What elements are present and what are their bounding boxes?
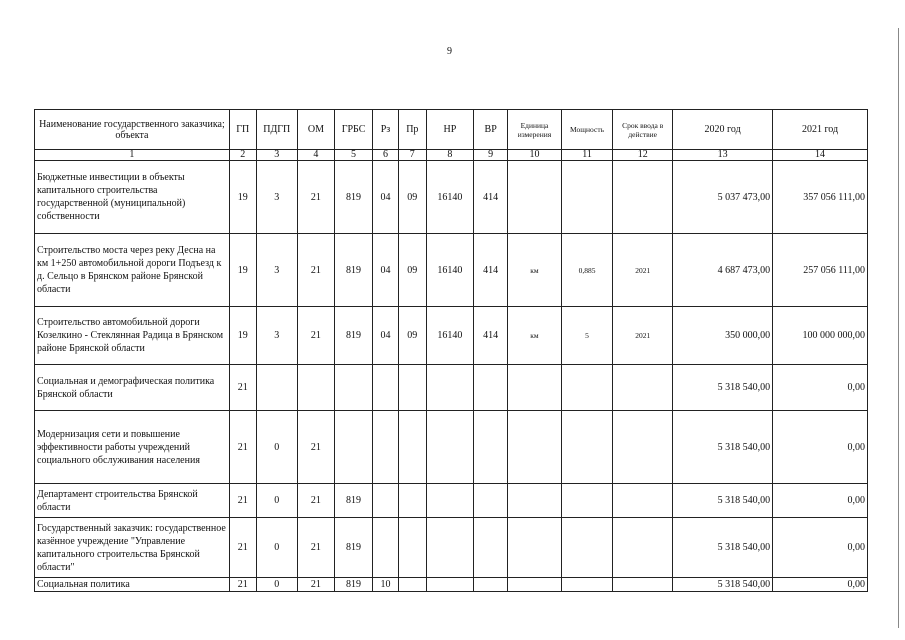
unit-cell [508,518,562,578]
column-number: 4 [297,150,334,161]
column-number: 10 [508,150,562,161]
gp-cell: 21 [229,484,256,518]
capacity-cell [561,578,613,592]
vr-cell [474,411,508,484]
object-name: Строительство автомобильной дороги Козелкино - Стеклянная Радица в Брянском районе Брянской области [35,307,230,365]
object-name: Социальная и демографическая политика Брянской области [35,365,230,411]
amount-2020-cell: 4 687 473,00 [673,234,773,307]
nr-cell: 16140 [426,161,473,234]
amount-2021-cell: 0,00 [773,411,868,484]
unit-cell [508,484,562,518]
om-cell: 21 [297,161,334,234]
gp-cell: 19 [229,161,256,234]
pdgp-cell: 3 [256,307,297,365]
commission-date-cell [613,518,673,578]
header-unit: Единица измерения [508,110,562,150]
amount-2021-cell: 0,00 [773,578,868,592]
grbs-cell [334,411,372,484]
om-cell: 21 [297,578,334,592]
nr-cell [426,578,473,592]
grbs-cell [334,365,372,411]
om-cell: 21 [297,307,334,365]
unit-cell [508,578,562,592]
commission-date-cell [613,411,673,484]
header-vr: ВР [474,110,508,150]
capacity-cell [561,518,613,578]
page-number: 9 [447,46,452,57]
om-cell: 21 [297,234,334,307]
pdgp-cell: 3 [256,161,297,234]
rz-cell [373,411,399,484]
header-2021: 2021 год [773,110,868,150]
om-cell: 21 [297,518,334,578]
object-name: Государственный заказчик: государственное казённое учреждение "Управление капитального строительства Брянской области" [35,518,230,578]
capacity-cell [561,161,613,234]
grbs-cell: 819 [334,161,372,234]
unit-cell [508,161,562,234]
pr-cell [398,365,426,411]
amount-2020-cell: 350 000,00 [673,307,773,365]
om-cell [297,365,334,411]
table-row [35,578,868,592]
pr-cell [398,411,426,484]
amount-2020-cell: 5 318 540,00 [673,365,773,411]
gp-cell: 21 [229,518,256,578]
pr-cell: 09 [398,161,426,234]
unit-cell: км [508,234,562,307]
nr-cell: 16140 [426,234,473,307]
column-number: 5 [334,150,372,161]
column-number: 13 [673,150,773,161]
column-number: 8 [426,150,473,161]
column-number: 7 [398,150,426,161]
grbs-cell: 819 [334,307,372,365]
pr-cell [398,484,426,518]
amount-2020-cell: 5 318 540,00 [673,518,773,578]
pdgp-cell: 3 [256,234,297,307]
om-cell: 21 [297,484,334,518]
header-gp: ГП [229,110,256,150]
amount-2020-cell: 5 037 473,00 [673,161,773,234]
column-number: 12 [613,150,673,161]
object-name: Социальная политика [35,578,230,592]
column-number: 2 [229,150,256,161]
vr-cell: 414 [474,307,508,365]
header-2020: 2020 год [673,110,773,150]
unit-cell [508,365,562,411]
object-name: Строительство моста через реку Десна на км 1+250 автомобильной дороги Подъезд к д. Сельцо в Брянском районе Брянской области [35,234,230,307]
gp-cell: 21 [229,411,256,484]
commission-date-cell [613,365,673,411]
header-pdgp: ПДГП [256,110,297,150]
table-row [35,365,868,411]
om-cell: 21 [297,411,334,484]
nr-cell [426,365,473,411]
nr-cell [426,411,473,484]
pdgp-cell [256,365,297,411]
vr-cell: 414 [474,234,508,307]
amount-2021-cell: 357 056 111,00 [773,161,868,234]
column-number-row [35,150,868,161]
capacity-cell [561,365,613,411]
pdgp-cell: 0 [256,484,297,518]
rz-cell: 04 [373,161,399,234]
table-row [35,518,868,578]
table-row [35,484,868,518]
table-row [35,234,868,307]
commission-date-cell [613,161,673,234]
table-row [35,411,868,484]
object-name: Департамент строительства Брянской области [35,484,230,518]
amount-2021-cell: 0,00 [773,365,868,411]
column-number: 3 [256,150,297,161]
gp-cell: 19 [229,307,256,365]
pdgp-cell: 0 [256,578,297,592]
pdgp-cell: 0 [256,518,297,578]
commission-date-cell [613,484,673,518]
pr-cell [398,578,426,592]
pdgp-cell: 0 [256,411,297,484]
capacity-cell [561,484,613,518]
vr-cell [474,365,508,411]
rz-cell [373,484,399,518]
amount-2020-cell: 5 318 540,00 [673,484,773,518]
budget-table [34,109,868,592]
rz-cell: 10 [373,578,399,592]
vr-cell [474,518,508,578]
vr-cell: 414 [474,161,508,234]
header-om: ОМ [297,110,334,150]
amount-2021-cell: 0,00 [773,484,868,518]
column-number: 9 [474,150,508,161]
unit-cell [508,411,562,484]
vr-cell [474,578,508,592]
column-number: 6 [373,150,399,161]
unit-cell: км [508,307,562,365]
header-commission-date: Срок ввода в действие [613,110,673,150]
object-name: Модернизация сети и повышение эффективности работы учреждений социального обслуживания населения [35,411,230,484]
header-rz: Рз [373,110,399,150]
table-row [35,161,868,234]
scan-edge-line [898,28,899,628]
commission-date-cell [613,578,673,592]
table-row [35,307,868,365]
header-pr: Пр [398,110,426,150]
grbs-cell: 819 [334,518,372,578]
grbs-cell: 819 [334,484,372,518]
header-grbs: ГРБС [334,110,372,150]
nr-cell [426,484,473,518]
pr-cell: 09 [398,307,426,365]
gp-cell: 21 [229,578,256,592]
grbs-cell: 819 [334,234,372,307]
column-number: 11 [561,150,613,161]
grbs-cell: 819 [334,578,372,592]
amount-2021-cell: 0,00 [773,518,868,578]
gp-cell: 19 [229,234,256,307]
pr-cell: 09 [398,234,426,307]
amount-2020-cell: 5 318 540,00 [673,578,773,592]
header-capacity: Мощность [561,110,613,150]
header-name: Наименование государственного заказчика; объекта [35,110,230,150]
nr-cell [426,518,473,578]
header-row [35,110,868,150]
capacity-cell: 5 [561,307,613,365]
object-name: Бюджетные инвестиции в объекты капитального строительства государственной (муниципальной) собственности [35,161,230,234]
amount-2021-cell: 100 000 000,00 [773,307,868,365]
pr-cell [398,518,426,578]
amount-2021-cell: 257 056 111,00 [773,234,868,307]
rz-cell: 04 [373,234,399,307]
rz-cell [373,365,399,411]
capacity-cell [561,411,613,484]
amount-2020-cell: 5 318 540,00 [673,411,773,484]
rz-cell: 04 [373,307,399,365]
column-number: 1 [35,150,230,161]
vr-cell [474,484,508,518]
gp-cell: 21 [229,365,256,411]
rz-cell [373,518,399,578]
capacity-cell: 0,885 [561,234,613,307]
commission-date-cell: 2021 [613,307,673,365]
nr-cell: 16140 [426,307,473,365]
column-number: 14 [773,150,868,161]
commission-date-cell: 2021 [613,234,673,307]
header-nr: НР [426,110,473,150]
